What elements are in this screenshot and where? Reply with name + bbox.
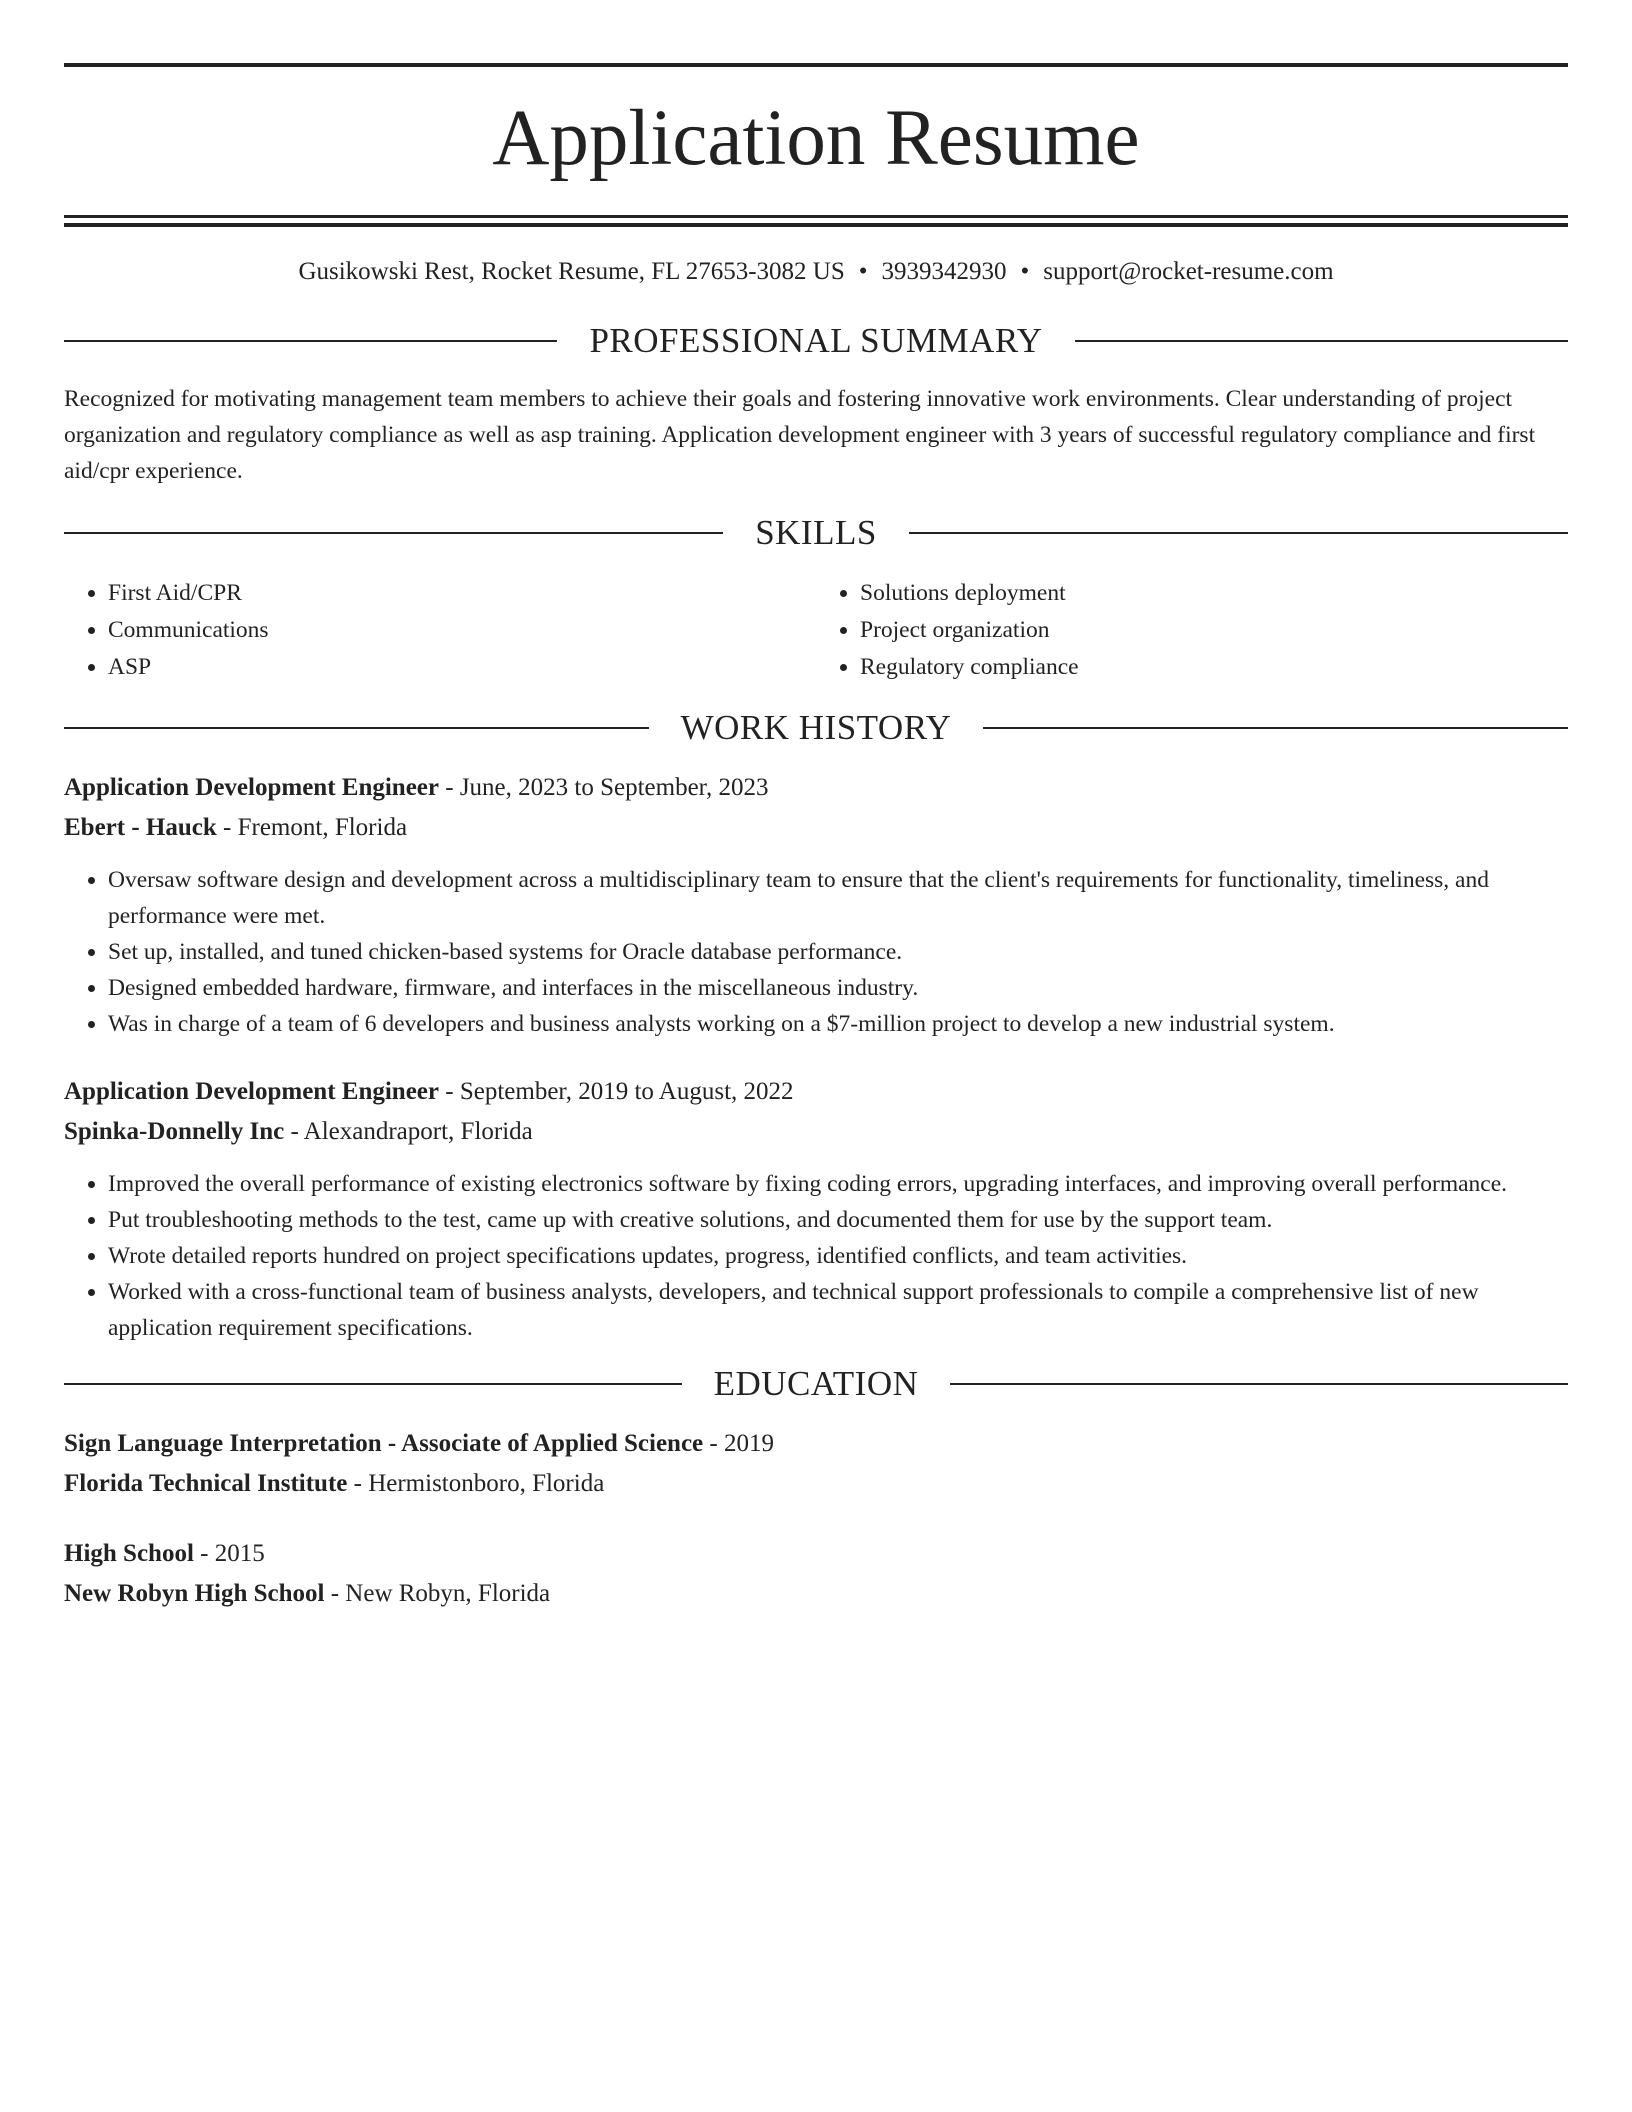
job-company-line [64, 1112, 1568, 1152]
summary-heading [64, 321, 1568, 361]
job-bullets [64, 862, 1568, 1042]
job-bullet: • Oversaw software design and development across a multidisciplinary team to ensure that the client's requirements for functionality, timeliness, and performance were met. [108, 862, 1568, 934]
contact-separator: • [1020, 258, 1030, 285]
job-location: - Alexandraport, Florida [284, 1118, 533, 1145]
skill-item: • Project organization [860, 612, 1568, 649]
skill-item: • ASP [108, 649, 816, 686]
skills-list [64, 575, 1568, 686]
education-degree-line [64, 1534, 1568, 1574]
job-entry [64, 1072, 1568, 1346]
contact-line [64, 257, 1568, 287]
job-bullets [64, 1166, 1568, 1346]
job-company-line [64, 808, 1568, 848]
contact-address: Gusikowski Rest, Rocket Resume, FL 27653-3082 US [298, 258, 845, 285]
education-location: - New Robyn, Florida [324, 1580, 551, 1607]
education-degree: Sign Language Interpretation - Associate of Applied Science [64, 1430, 704, 1457]
skill-item: • First Aid/CPR [108, 575, 816, 612]
title-double-divider [64, 215, 1568, 227]
job-bullet: • Put troubleshooting methods to the test, came up with creative solutions, and documented them for use by the support team. [108, 1202, 1568, 1238]
job-title: Application Development Engineer [64, 774, 439, 801]
resume-page [64, 0, 1568, 1614]
work-heading-text: WORK HISTORY [680, 708, 952, 747]
education-degree: High School [64, 1540, 194, 1567]
job-bullet: • Worked with a cross-functional team of business analysts, developers, and technical support professionals to compile a comprehensive list of new application requirement specifications. [108, 1274, 1568, 1346]
skills-heading-text: SKILLS [755, 513, 877, 552]
skills-column-right [816, 575, 1568, 686]
education-heading-text: EDUCATION [713, 1364, 919, 1403]
education-degree-line [64, 1424, 1568, 1464]
resume-title: Application Resume [492, 95, 1140, 182]
contact-email: support@rocket-resume.com [1043, 258, 1334, 285]
job-title-line [64, 1072, 1568, 1112]
job-company: Ebert - Hauck [64, 814, 217, 841]
skills-heading [64, 513, 1568, 553]
education-school: Florida Technical Institute [64, 1470, 348, 1497]
skills-column-left [64, 575, 816, 686]
education-location: - Hermistonboro, Florida [347, 1470, 605, 1497]
skill-item: • Communications [108, 612, 816, 649]
job-title-line [64, 768, 1568, 808]
job-bullet: • Improved the overall performance of existing electronics software by fixing coding errors, upgrading interfaces, and improving overall performance. [108, 1166, 1568, 1202]
job-dates: - June, 2023 to September, 2023 [439, 774, 769, 801]
education-school-line [64, 1574, 1568, 1614]
skill-item: • Solutions deployment [860, 575, 1568, 612]
job-title: Application Development Engineer [64, 1078, 439, 1105]
top-divider [64, 63, 1568, 67]
education-year: - 2015 [193, 1540, 265, 1567]
contact-separator: • [858, 258, 868, 285]
job-location: - Fremont, Florida [216, 814, 408, 841]
education-entry [64, 1424, 1568, 1504]
contact-phone: 3939342930 [881, 258, 1007, 285]
job-bullet: • Wrote detailed reports hundred on project specifications updates, progress, identified conflicts, and team activities. [108, 1238, 1568, 1274]
job-entry [64, 768, 1568, 1042]
education-heading [64, 1364, 1568, 1404]
skill-item: • Regulatory compliance [860, 649, 1568, 686]
education-year: - 2019 [703, 1430, 774, 1457]
education-school: New Robyn High School [64, 1580, 325, 1607]
job-bullet: • Was in charge of a team of 6 developers and business analysts working on a $7-million project to develop a new industrial system. [108, 1006, 1568, 1042]
summary-heading-text: PROFESSIONAL SUMMARY [589, 321, 1043, 360]
job-company: Spinka-Donnelly Inc [64, 1118, 285, 1145]
summary-text: Recognized for motivating management team members to achieve their goals and fostering innovative work environments. Clear understanding of project organization and regulatory compliance as well as asp training. Application development engineer with 3 years of successful regulatory compliance and first aid/cpr experience. [64, 386, 1536, 484]
job-dates: - September, 2019 to August, 2022 [439, 1078, 794, 1105]
education-entry [64, 1534, 1568, 1614]
job-bullet: • Set up, installed, and tuned chicken-based systems for Oracle database performance. [108, 934, 1568, 970]
education-school-line [64, 1464, 1568, 1504]
job-bullet: • Designed embedded hardware, firmware, and interfaces in the miscellaneous industry. [108, 970, 1568, 1006]
work-heading [64, 708, 1568, 748]
